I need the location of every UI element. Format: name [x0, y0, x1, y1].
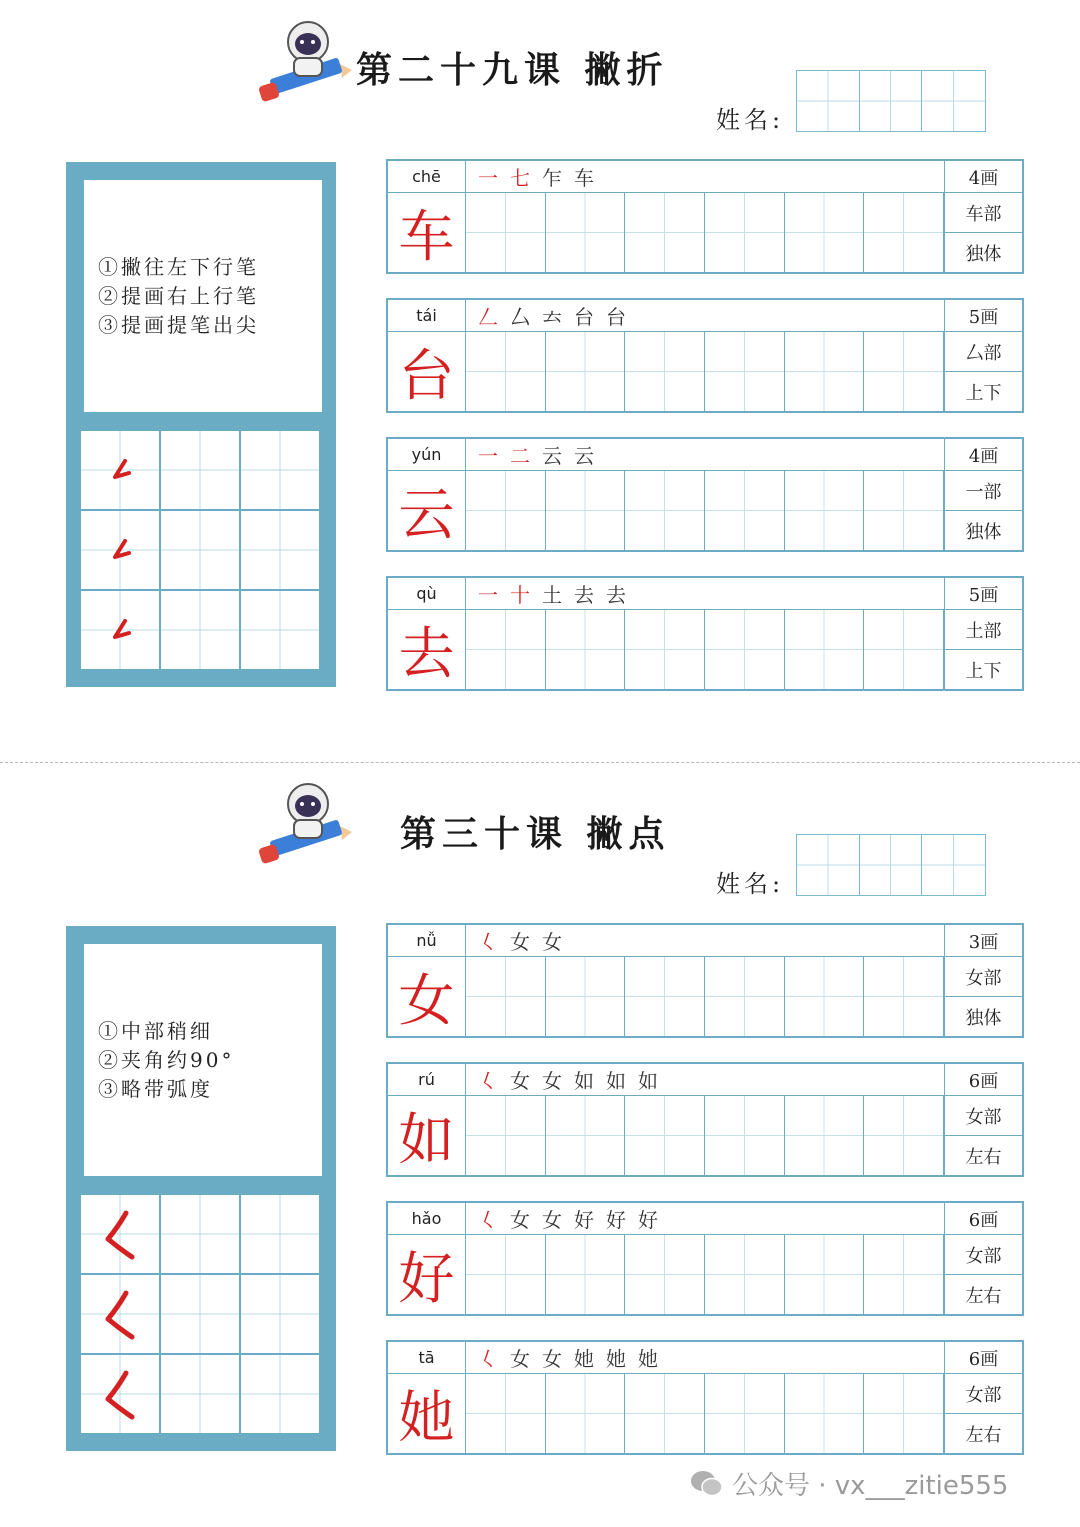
- model-character: 女: [388, 957, 466, 1036]
- char-info: [944, 1342, 1022, 1453]
- name-input-grid[interactable]: [796, 834, 986, 896]
- char-info: [944, 161, 1022, 272]
- structure: 独体: [965, 521, 1002, 543]
- stroke-count: 3画: [945, 925, 1022, 957]
- writing-grid[interactable]: [466, 1235, 944, 1314]
- stroke-step: 她: [638, 1347, 658, 1371]
- structure: 左右: [965, 1285, 1002, 1307]
- writing-grid[interactable]: [466, 471, 944, 550]
- structure: 左右: [965, 1424, 1002, 1446]
- stroke-step: 𡿨: [478, 1347, 498, 1371]
- radical: 女部: [945, 1096, 1022, 1136]
- stroke-order: [466, 1064, 944, 1096]
- char-info: [944, 1203, 1022, 1314]
- stroke-step: 一: [478, 583, 498, 607]
- practice-cell[interactable]: [80, 430, 160, 510]
- stroke-order: [466, 300, 944, 332]
- stroke-step: 𡿨: [478, 930, 498, 954]
- stroke-step: 𠃋: [478, 305, 498, 329]
- writing-grid[interactable]: [466, 957, 944, 1036]
- stroke-step: 好: [638, 1208, 658, 1232]
- model-character: 台: [388, 332, 466, 411]
- pinyin: yún: [388, 439, 466, 471]
- stroke-step: 一: [478, 444, 498, 468]
- model-character: 如: [388, 1096, 466, 1175]
- char-card-nu: [386, 923, 1024, 1038]
- stroke-order: [466, 578, 944, 610]
- char-card-ru: [386, 1062, 1024, 1177]
- pinyin: qù: [388, 578, 466, 610]
- char-info: [944, 300, 1022, 411]
- writing-grid[interactable]: [466, 610, 944, 689]
- radical: 女部: [945, 957, 1022, 997]
- char-info: [944, 1064, 1022, 1175]
- tip-line: ②夹角约90°: [98, 1047, 235, 1072]
- pinyin: nǚ: [388, 925, 466, 957]
- stroke-step: 好: [606, 1208, 626, 1232]
- name-label: 姓名:: [716, 870, 785, 898]
- stroke-step: 七: [510, 166, 530, 190]
- stroke-step: 𠫓: [542, 305, 562, 329]
- stroke-practice-grid[interactable]: [80, 1194, 320, 1434]
- tips-box: [84, 944, 322, 1176]
- practice-cell[interactable]: [240, 1274, 320, 1354]
- stroke-count: 5画: [945, 300, 1022, 332]
- tip-line: ③提画提笔出尖: [98, 312, 259, 337]
- stroke-practice-grid[interactable]: [80, 430, 320, 670]
- astronaut-pencil-icon: [256, 780, 356, 872]
- stroke-tips-panel: [66, 162, 336, 687]
- practice-cell[interactable]: [240, 430, 320, 510]
- practice-cell[interactable]: [80, 1274, 160, 1354]
- stroke-step: 二: [510, 444, 530, 468]
- writing-grid[interactable]: [466, 1096, 944, 1175]
- stroke-count: 6画: [945, 1342, 1022, 1374]
- model-character: 她: [388, 1374, 466, 1453]
- practice-cell[interactable]: [160, 430, 240, 510]
- practice-cell[interactable]: [160, 510, 240, 590]
- radical: 土部: [945, 610, 1022, 650]
- practice-cell[interactable]: [80, 590, 160, 670]
- stroke-step: 去: [606, 583, 626, 607]
- practice-cell[interactable]: [80, 510, 160, 590]
- watermark: [690, 1465, 1008, 1502]
- stroke-step: 云: [542, 444, 562, 468]
- stroke-step: 台: [574, 305, 594, 329]
- stroke-step: 云: [574, 444, 594, 468]
- tip-line: ②提画右上行笔: [98, 283, 259, 308]
- stroke-step: 台: [606, 305, 626, 329]
- stroke-step: 女: [510, 930, 530, 954]
- astronaut-pencil-icon: [256, 18, 356, 110]
- stroke-order: [466, 1342, 944, 1374]
- stroke-step: 𡿨: [478, 1208, 498, 1232]
- stroke-step: 女: [510, 1208, 530, 1232]
- radical: 厶部: [945, 332, 1022, 372]
- pie-zhe-stroke-icon: [101, 531, 141, 571]
- lesson-title: 第三十课 撇点: [400, 813, 671, 855]
- model-character: 车: [388, 193, 466, 272]
- stroke-step: 女: [510, 1069, 530, 1093]
- stroke-step: 女: [542, 1208, 562, 1232]
- practice-cell[interactable]: [80, 1354, 160, 1434]
- lesson-29: [0, 0, 1080, 740]
- practice-cell[interactable]: [160, 590, 240, 670]
- watermark-text: 公众号 · vx___zitie555: [732, 1471, 1009, 1501]
- stroke-step: 去: [574, 583, 594, 607]
- pinyin: tā: [388, 1342, 466, 1374]
- stroke-step: 如: [606, 1069, 626, 1093]
- char-card-qu: [386, 576, 1024, 691]
- practice-cell[interactable]: [160, 1354, 240, 1434]
- stroke-step: 十: [510, 583, 530, 607]
- writing-grid[interactable]: [466, 193, 944, 272]
- lesson-30: [0, 764, 1080, 1504]
- char-info: [944, 578, 1022, 689]
- pie-dian-stroke-icon: [96, 1365, 146, 1425]
- radical: 女部: [945, 1235, 1022, 1275]
- model-character: 好: [388, 1235, 466, 1314]
- char-card-che: [386, 159, 1024, 274]
- pie-zhe-stroke-icon: [101, 611, 141, 651]
- stroke-step: 一: [478, 166, 498, 190]
- stroke-step: 女: [542, 1347, 562, 1371]
- char-card-yun: [386, 437, 1024, 552]
- practice-cell[interactable]: [160, 1194, 240, 1274]
- structure: 独体: [965, 1007, 1002, 1029]
- char-info: [944, 439, 1022, 550]
- stroke-step: 车: [574, 166, 594, 190]
- stroke-order: [466, 925, 944, 957]
- model-character: 去: [388, 610, 466, 689]
- stroke-order: [466, 439, 944, 471]
- char-info: [944, 925, 1022, 1036]
- pinyin: hǎo: [388, 1203, 466, 1235]
- practice-cell[interactable]: [160, 1274, 240, 1354]
- model-character: 云: [388, 471, 466, 550]
- stroke-count: 6画: [945, 1064, 1022, 1096]
- stroke-count: 5画: [945, 578, 1022, 610]
- practice-cell[interactable]: [80, 1194, 160, 1274]
- pinyin: chē: [388, 161, 466, 193]
- stroke-step: 如: [638, 1069, 658, 1093]
- stroke-order: [466, 1203, 944, 1235]
- radical: 女部: [945, 1374, 1022, 1414]
- stroke-count: 6画: [945, 1203, 1022, 1235]
- stroke-step: 好: [574, 1208, 594, 1232]
- stroke-step: 她: [574, 1347, 594, 1371]
- practice-cell[interactable]: [240, 590, 320, 670]
- stroke-count: 4画: [945, 161, 1022, 193]
- tips-box: [84, 180, 322, 412]
- stroke-step: 女: [510, 1347, 530, 1371]
- name-label: 姓名:: [716, 106, 785, 134]
- stroke-count: 4画: [945, 439, 1022, 471]
- stroke-tips-panel: [66, 926, 336, 1451]
- stroke-step: 女: [542, 930, 562, 954]
- structure: 独体: [965, 243, 1002, 265]
- stroke-step: 乍: [542, 166, 562, 190]
- cut-line: [0, 762, 1080, 763]
- char-card-ta: [386, 1340, 1024, 1455]
- stroke-step: 𡿨: [478, 1069, 498, 1093]
- structure: 左右: [965, 1146, 1002, 1168]
- writing-grid[interactable]: [466, 1374, 944, 1453]
- stroke-step: 厶: [510, 305, 530, 329]
- tip-line: ③略带弧度: [98, 1076, 213, 1101]
- lesson-title: 第二十九课 撇折: [356, 49, 669, 91]
- practice-cell[interactable]: [240, 510, 320, 590]
- wechat-icon: [690, 1470, 724, 1498]
- pinyin: rú: [388, 1064, 466, 1096]
- pie-zhe-stroke-icon: [101, 451, 141, 491]
- stroke-step: 她: [606, 1347, 626, 1371]
- char-card-tai: [386, 298, 1024, 413]
- practice-cell[interactable]: [240, 1354, 320, 1434]
- structure: 上下: [965, 382, 1002, 404]
- radical: 车部: [945, 193, 1022, 233]
- stroke-step: 土: [542, 583, 562, 607]
- stroke-step: 女: [542, 1069, 562, 1093]
- structure: 上下: [965, 660, 1002, 682]
- name-input-grid[interactable]: [796, 70, 986, 132]
- tip-line: ①撇往左下行笔: [98, 254, 259, 279]
- pie-dian-stroke-icon: [96, 1205, 146, 1265]
- char-card-hao: [386, 1201, 1024, 1316]
- tip-line: ①中部稍细: [98, 1018, 213, 1043]
- writing-grid[interactable]: [466, 332, 944, 411]
- practice-cell[interactable]: [240, 1194, 320, 1274]
- pinyin: tái: [388, 300, 466, 332]
- stroke-order: [466, 161, 944, 193]
- pie-dian-stroke-icon: [96, 1285, 146, 1345]
- radical: 一部: [945, 471, 1022, 511]
- stroke-step: 如: [574, 1069, 594, 1093]
